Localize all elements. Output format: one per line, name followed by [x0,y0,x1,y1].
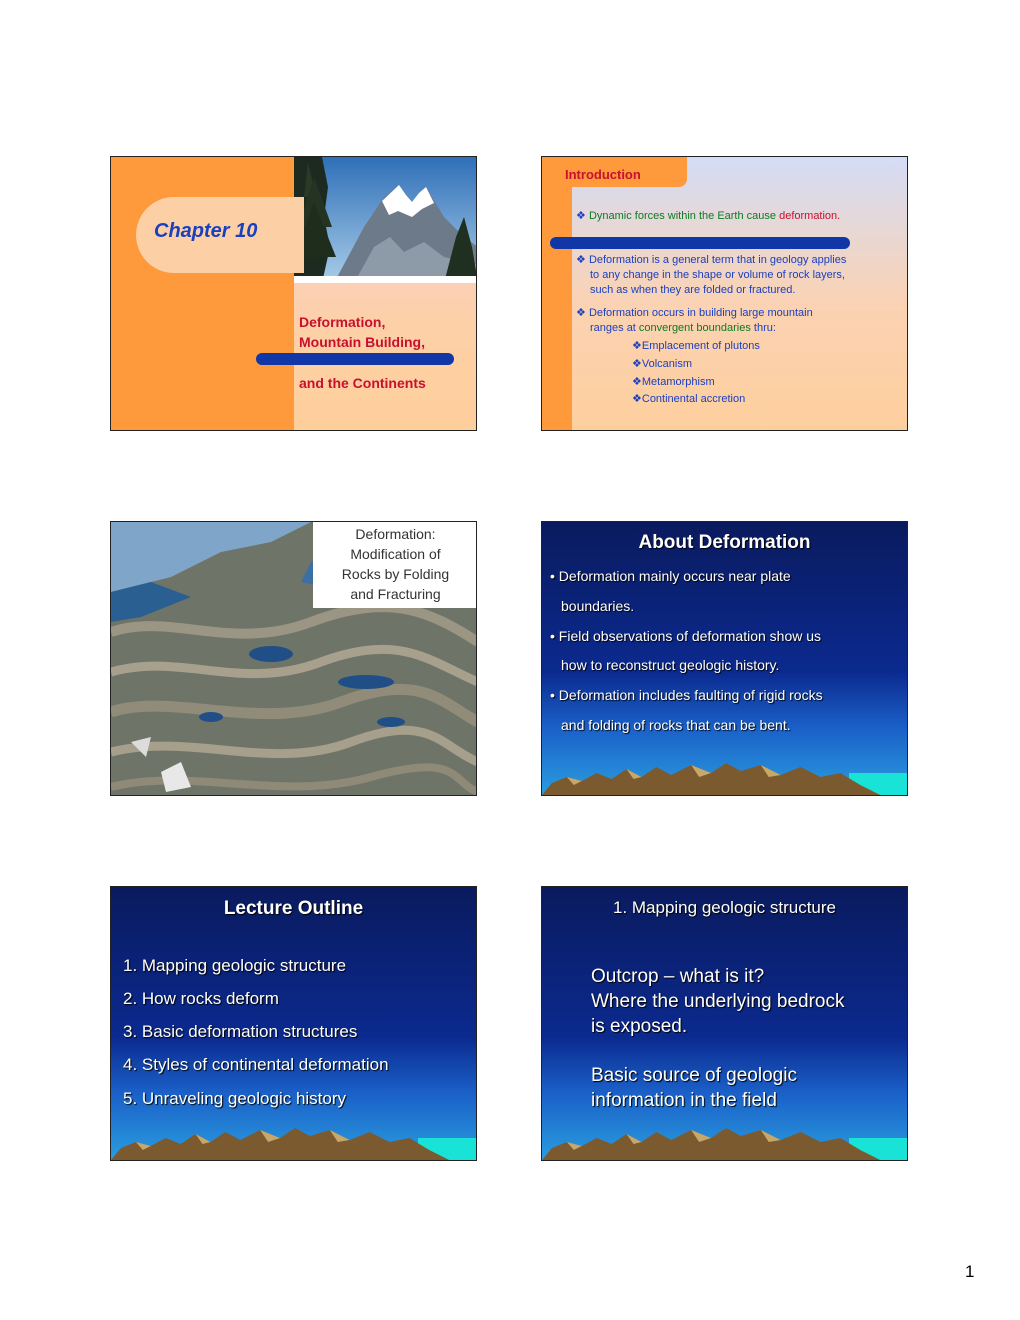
diamond-bullet-icon: ❖ [632,340,642,352]
bullet-text: Dynamic forces within the Earth cause [588,210,780,222]
bullet-text: such as when they are folded or fractured. [590,284,796,296]
diamond-bullet-icon: ❖ [576,254,586,266]
caption-line: and Fracturing [350,586,441,602]
bullet-text-highlight: deformation. [779,210,841,222]
diamond-bullet-icon: ❖ [576,210,586,222]
caption-line: Modification of [350,546,441,562]
bullet-definition [576,253,846,298]
sub-item [632,357,692,370]
outline-item: 5. Unraveling geologic history [123,1089,347,1108]
photo-credit-strip [294,276,477,283]
sub-item-text: Emplacement of plutons [641,340,760,352]
sub-item [632,375,715,388]
outcrop-paragraph [591,964,844,1039]
slide-lecture-outline [110,886,477,1161]
bullet-line: and folding of rocks that can be bent. [561,717,791,733]
bullet-line: boundaries. [561,598,635,614]
title-line-1: Deformation, [299,314,386,330]
slide-about-deformation [541,521,908,796]
sub-item-text: Continental accretion [641,393,746,405]
left-accent-strip [542,157,572,431]
divider-bar [550,237,850,249]
caption-line: Deformation: [355,526,436,542]
sub-item-text: Metamorphism [641,376,715,388]
mountain-range-graphic [542,1120,907,1160]
slide-mapping-structure [541,886,908,1161]
title-line-2: Mountain Building, [299,334,425,350]
chapter-heading: Chapter 10 [154,220,258,242]
diamond-bullet-icon: ❖ [576,307,586,319]
title-divider-bar [256,353,454,365]
slide-introduction [541,156,908,431]
photo-caption [313,522,477,608]
bullet-line: how to reconstruct geologic history. [561,657,780,673]
bullet-text: ranges at [590,322,639,334]
slide-heading: 1. Mapping geologic structure [612,898,837,917]
sub-item [632,392,745,405]
bullet-text-highlight: convergent boundaries [638,322,751,334]
bullet-line: • Deformation mainly occurs near plate [550,568,791,584]
sub-item [632,339,760,352]
page-number: 1 [965,1262,975,1281]
slide-title-text [299,312,425,352]
slide-heading: Lecture Outline [223,898,364,919]
paragraph-line: Outcrop – what is it? [591,966,765,987]
bullet-text: Deformation is a general term that in geology applies [588,254,847,266]
bullet-text: thru: [750,322,776,334]
bullet-text: Deformation occurs in building large mountain [588,307,813,319]
bullet-line: • Deformation includes faulting of rigid rocks [550,687,823,703]
mountain-photo [294,157,477,283]
outline-item: 4. Styles of continental deformation [123,1055,389,1074]
intro-heading: Introduction [565,167,641,182]
mountain-range-graphic [111,1120,476,1160]
outline-item: 3. Basic deformation structures [123,1022,358,1041]
diamond-bullet-icon: ❖ [632,358,642,370]
bullet-text: to any change in the shape or volume of rock layers, [590,269,845,281]
source-paragraph [591,1063,797,1113]
slide-heading: About Deformation [638,532,811,553]
slide-title [110,156,477,431]
paragraph-line: information in the field [591,1090,777,1111]
paragraph-line: Where the underlying bedrock [591,991,845,1012]
sub-item-text: Volcanism [641,358,693,370]
outline-item: 1. Mapping geologic structure [123,956,347,975]
bullet-dynamic-forces [576,209,840,224]
paragraph-line: Basic source of geologic [591,1065,797,1086]
slide-deformation-photo [110,521,477,796]
caption-line: Rocks by Folding [341,566,450,582]
bullet-line: • Field observations of deformation show us [550,628,822,644]
diamond-bullet-icon: ❖ [632,376,642,388]
bullet-mountain-building [576,306,813,336]
outline-item: 2. How rocks deform [123,989,279,1008]
diamond-bullet-icon: ❖ [632,393,642,405]
paragraph-line: is exposed. [591,1016,688,1037]
title-line-3: and the Continents [299,375,426,391]
mountain-range-graphic [542,755,907,795]
